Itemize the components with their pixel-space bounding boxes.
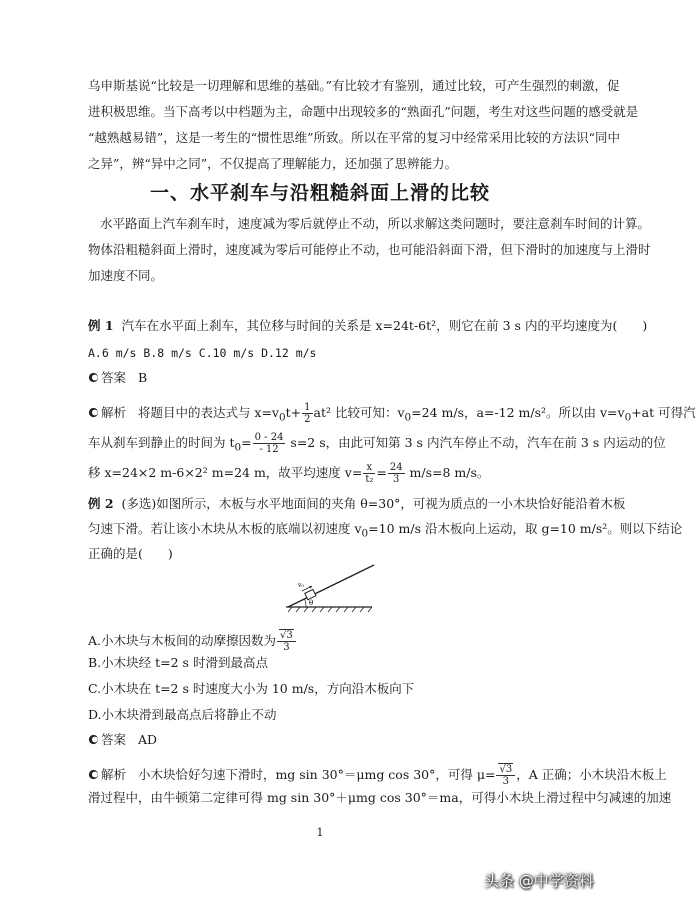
section-body-line-1: 水平路面上汽车刹车时，速度减为零后就停止不动，所以求解这类问题时，要注意刹车时间的计算。 <box>100 216 651 231</box>
watermark: 头条 @中学资料 <box>484 872 594 890</box>
example-2-option-a <box>88 630 297 653</box>
intro-line-4: 之异”，辨“异中之同”，不仅提高了理解能力，还加强了思辨能力。 <box>88 156 458 171</box>
example-1-solution-line-1 <box>88 402 696 426</box>
analysis-label: 解析 <box>101 767 127 782</box>
fraction-one-half <box>302 402 312 425</box>
subscript: 0 <box>624 411 632 424</box>
example-2-label: 例 2 <box>88 496 114 511</box>
example-1-answer <box>88 370 147 386</box>
solution-text: t+ <box>285 405 302 420</box>
example-1-solution-line-3 <box>88 462 489 485</box>
example-2-solution-line-1 <box>88 764 667 787</box>
solution-text: m/s=8 m/s。 <box>405 465 490 480</box>
sqrt-symbol: √3 <box>280 630 293 641</box>
analysis-marker-icon <box>88 769 99 780</box>
incline-diagram <box>282 563 378 613</box>
option-text: A.小木块与木板间的动摩擦因数为 <box>88 633 277 648</box>
answer-label: 答案 <box>101 732 127 747</box>
solution-text: = <box>376 465 387 480</box>
intro-line-1: 乌申斯基说“比较是一切理解和思维的基础。”有比较才有鉴别，通过比较，可产生强烈的刺激，促 <box>88 78 620 93</box>
solution-text: =24 m/s，a=-12 m/s²。所以由 v=v <box>411 405 625 420</box>
fraction-denominator: 3 <box>502 776 509 787</box>
solution-text: 小木块恰好匀速下滑时，mg sin 30°＝μmg cos 30°，可得 μ= <box>137 767 496 782</box>
subscript: 0 <box>279 411 286 424</box>
example-1-options: A.6 m/s B.8 m/s C.10 m/s D.12 m/s <box>88 346 317 360</box>
fraction-numerator: 24 <box>389 462 403 473</box>
fraction-denominator: 3 <box>393 474 400 485</box>
analysis-label: 解析 <box>101 405 127 420</box>
ground-hatch <box>288 607 372 612</box>
example-1-question <box>88 318 647 334</box>
example-2-option-d: D.小木块滑到最高点后将静止不动 <box>88 707 277 722</box>
example-2-option-b: B.小木块经 t=2 s 时滑到最高点 <box>88 655 268 670</box>
example-2-option-c: C.小木块在 t=2 s 时速度大小为 10 m/s，方向沿木板向下 <box>88 681 415 696</box>
fraction-numerator <box>277 630 296 642</box>
example-2-solution-line-2: 滑过程中，由牛顿第二定律可得 mg sin 30°＋μmg cos 30°＝ma，可得小木块上滑过程中匀减速的加速 <box>88 790 672 805</box>
theta-label: θ <box>309 599 314 607</box>
answer-label: 答案 <box>101 370 127 385</box>
fraction-sqrt3-over-3 <box>496 764 515 787</box>
solution-text: 车从刹车到静止的时间为 t <box>88 435 235 450</box>
solution-text: 移 x=24×2 m-6×2² m=24 m，故平均速度 v= <box>88 465 363 480</box>
example-1-solution-line-2: 车从刹车到静止的时间为 $t_0=$ $\frac{0 - 24}{- 12}$ s=2 s，由此可知第 3 s 内汽车停止不动，汽车在前 3 s 内运动的位 <box>88 432 666 455</box>
subscript: 0 <box>404 411 412 424</box>
subscript: 0 <box>234 441 242 454</box>
solution-text: ，A 正确；小木块沿木板上 <box>516 767 667 782</box>
example-1-text: 汽车在水平面上刹车，其位移与时间的关系是 x=24t-6t²，则它在前 3 s 内的平均速度为( ) <box>121 318 648 333</box>
fraction-numerator <box>496 764 515 776</box>
section-body-line-3: 加速度不同。 <box>88 268 164 283</box>
solution-text: +at 可得汽 <box>631 405 696 420</box>
example-2-answer <box>88 732 157 748</box>
page-number: 1 <box>316 826 324 839</box>
intro-line-3: “越熟越易错”，这是一考生的“惯性思维”所致。所以在平常的复习中经常采用比较的方法识“同中 <box>88 130 620 145</box>
fraction-24-over-3 <box>388 462 405 485</box>
answer-marker-icon <box>88 734 99 745</box>
fraction-denominator: 3 <box>283 642 290 653</box>
answer-value: AD <box>137 732 157 747</box>
subscript: 0 <box>361 527 369 540</box>
example-2-line-3: 正确的是( ) <box>88 546 173 561</box>
fraction-numerator: x <box>363 462 375 474</box>
angle-arc <box>305 599 307 607</box>
fraction-braking-time <box>253 432 286 455</box>
section-body-line-2: 物体沿粗糙斜面上滑时，速度减为零后可能停止不动，也可能沿斜面下滑，但下滑时的加速度与上滑时 <box>88 242 651 257</box>
fraction-denominator: 2 <box>304 414 311 425</box>
fraction-numerator: 1 <box>304 402 311 413</box>
solution-text: 将题目中的表达式与 x=v <box>137 405 279 420</box>
sqrt-symbol: √3 <box>499 764 513 775</box>
example-1-label: 例 1 <box>88 318 114 333</box>
example-2-text: (多选)如图所示，木板与水平地面间的夹角 θ=30°，可视为质点的一小木块恰好能沿着木板 <box>121 496 626 511</box>
velocity-label: v₀ <box>298 582 304 589</box>
answer-value: B <box>137 370 148 385</box>
solution-text: at² 比较可知：v <box>313 405 405 420</box>
fraction-numerator: 0 - 24 <box>254 432 284 443</box>
example-2-line-2 <box>88 521 682 542</box>
solution-text: s=2 s，由此可知第 3 s 内汽车停止不动，汽车在前 3 s 内运动的位 <box>290 435 666 450</box>
intro-line-2: 进积极思维。当下高考以中档题为主，命题中出现较多的“熟面孔”问题，考生对这些问题的感受就是 <box>88 104 639 119</box>
analysis-marker-icon <box>88 407 99 418</box>
example-2-text: =10 m/s 沿木板向上运动，取 g=10 m/s²。则以下结论 <box>368 521 683 536</box>
section-title: 一、水平刹车与沿粗糙斜面上滑的比较 <box>149 182 490 204</box>
example-2-text: 匀速下滑。若让该小木块从木板的底端以初速度 v <box>88 521 362 536</box>
fraction-denominator: t₂ <box>365 474 374 485</box>
fraction-x-over-t <box>363 462 375 485</box>
example-2-line-1 <box>88 496 625 512</box>
fraction-sqrt3-over-3 <box>277 630 296 653</box>
answer-marker-icon <box>88 372 99 383</box>
fraction-denominator: - 12 <box>259 444 279 455</box>
